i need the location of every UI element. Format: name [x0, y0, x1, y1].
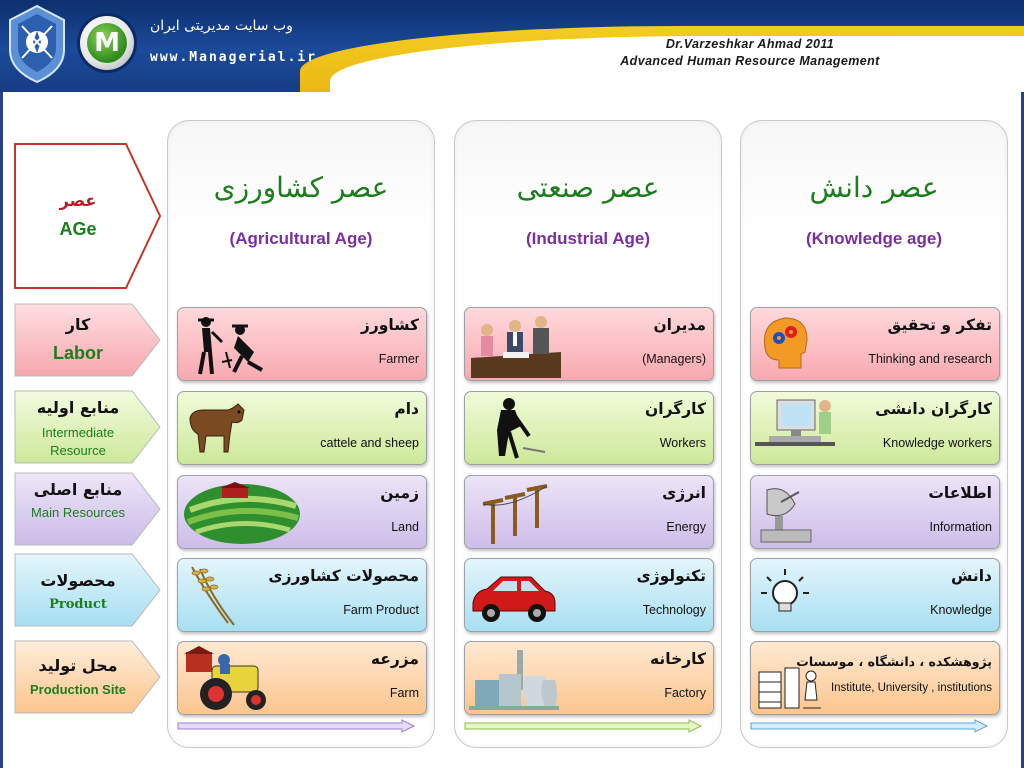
farmer-icon: [182, 312, 272, 376]
card-title-en: Technology: [642, 603, 706, 617]
slide-header: [0, 0, 1024, 92]
card-farmer: [177, 307, 427, 381]
card-cattle: [177, 391, 427, 465]
column-knowledge-age: [740, 120, 1008, 748]
card-title-en: Factory: [664, 686, 706, 700]
row-label-en: Product: [49, 597, 107, 612]
card-institutions: [750, 641, 1000, 715]
field-icon: [182, 480, 306, 546]
card-title-en: Knowledge: [930, 603, 992, 617]
card-technology: [464, 558, 714, 632]
card-managers: [464, 307, 714, 381]
site-url: www.Managerial.ir: [150, 50, 318, 65]
car-icon: [469, 563, 559, 629]
card-title-fa: کارگران دانشی: [875, 400, 992, 418]
card-title-en: Farm: [389, 686, 419, 700]
row-label-en: Production Site: [29, 682, 127, 697]
managers-icon: [469, 312, 565, 378]
row-label-en: Labor: [52, 343, 103, 363]
card-title-en: Thinking and research: [868, 352, 992, 366]
age-label-fa: عصر: [59, 191, 97, 210]
card-title-fa: مدیران: [653, 316, 706, 334]
row-label-fa: منابع اولیه: [36, 398, 120, 417]
row-label-shape: [14, 640, 162, 714]
tractor-icon: [182, 646, 272, 712]
card-title-fa: دام: [394, 400, 419, 418]
card-energy: [464, 475, 714, 549]
worker-icon: [469, 396, 549, 462]
university-logo-icon: [8, 4, 66, 84]
row-label-product: [14, 553, 160, 627]
card-title-fa: کارخانه: [650, 650, 706, 668]
column-industrial-age: [454, 120, 722, 748]
column-title-fa: عصر صنعتی: [516, 171, 660, 204]
card-title-en: Institute, University , institutions: [830, 682, 992, 694]
column-arrow-icon: [749, 719, 989, 733]
card-knowledge: [750, 558, 1000, 632]
card-farm: [177, 641, 427, 715]
card-title-en: Knowledge workers: [882, 436, 992, 450]
card-title-fa: کارگران: [645, 400, 706, 418]
card-title-fa: دانش: [951, 567, 992, 585]
age-label-en: AGe: [59, 219, 97, 239]
column-title-en: (Knowledge age): [805, 229, 942, 248]
author-block: [540, 36, 960, 70]
row-label-en: Main Resources: [31, 505, 125, 520]
card-title-en: cattele and sheep: [320, 436, 419, 450]
satellite-dish-icon: [755, 480, 825, 546]
row-label-en: Intermediate Resource: [41, 425, 115, 458]
card-land: [177, 475, 427, 549]
column-arrow-icon: [176, 719, 416, 733]
power-poles-icon: [469, 480, 559, 546]
row-label-production-site: [14, 640, 160, 714]
age-label-shape: [14, 143, 162, 289]
age-label: [14, 143, 160, 289]
card-factory: [464, 641, 714, 715]
site-title-fa: وب سایت مدیریتی ایران: [150, 18, 293, 34]
card-title-fa: پژوهشکده ، دانشگاه ، موسسات: [796, 654, 992, 669]
card-title-fa: کشاورز: [360, 316, 419, 334]
column-agricultural-age: [167, 120, 435, 748]
card-knowledge-workers: [750, 391, 1000, 465]
card-title-fa: مزرعه: [370, 650, 419, 668]
factory-icon: [469, 646, 559, 712]
row-label-fa: محصولات: [40, 571, 116, 590]
author-line: Dr.Varzeshkar Ahmad 2011: [665, 37, 835, 51]
card-title-en: Farm Product: [343, 603, 419, 617]
managerial-logo-icon: [80, 16, 134, 70]
course-title: Advanced Human Resource Management: [620, 54, 880, 68]
column-title-en: (Industrial Age): [525, 229, 651, 248]
column-title-en: (Agricultural Age): [229, 229, 373, 248]
column-title-fa: عصر دانش: [809, 171, 939, 204]
card-title-fa: اطلاعات: [928, 484, 992, 502]
row-label-main-resources: [14, 472, 160, 546]
card-title-en: Information: [929, 520, 992, 534]
brain-gears-icon: [755, 312, 815, 376]
card-title-en: Energy: [666, 520, 706, 534]
row-label-shape: [14, 553, 162, 627]
card-title-en: Farmer: [378, 352, 419, 366]
row-label-fa: منابع اصلی: [33, 480, 123, 499]
card-title-en: (Managers): [642, 352, 706, 366]
card-thinking-research: [750, 307, 1000, 381]
column-arrow-icon: [463, 719, 703, 733]
lightbulb-icon: [755, 563, 815, 627]
row-label-labor: [14, 303, 160, 377]
card-title-fa: تفکر و تحقیق: [887, 316, 992, 334]
column-title-fa: عصر کشاورزی: [213, 171, 389, 204]
card-title-en: Land: [391, 520, 419, 534]
card-workers: [464, 391, 714, 465]
card-information: [750, 475, 1000, 549]
card-title-fa: زمین: [380, 484, 419, 502]
logo-letter: M: [87, 23, 127, 63]
card-title-fa: محصولات کشاورزی: [268, 567, 419, 585]
row-label-intermediate-resource: [14, 390, 160, 464]
row-label-fa: کار: [65, 315, 91, 334]
card-title-fa: انرژی: [662, 484, 706, 502]
card-farm-product: [177, 558, 427, 632]
row-label-fa: محل تولید: [38, 656, 118, 675]
card-title-en: Workers: [659, 436, 706, 450]
computer-worker-icon: [755, 396, 845, 460]
card-title-fa: تکنولوژی: [636, 567, 706, 585]
wheat-icon: [182, 563, 242, 629]
cow-icon: [182, 396, 252, 460]
